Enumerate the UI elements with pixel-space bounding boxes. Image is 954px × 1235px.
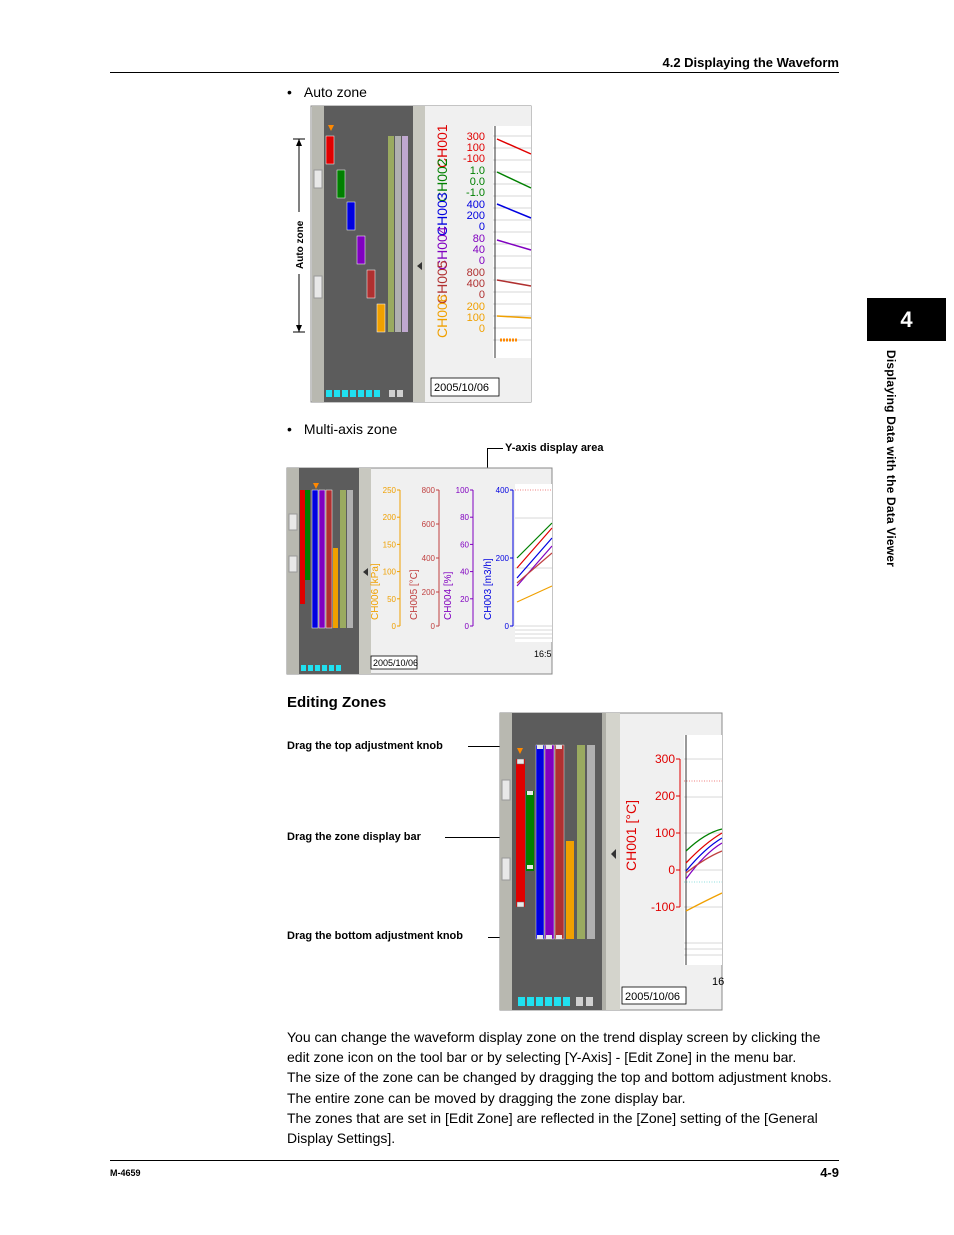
paragraph: You can change the waveform display zone on the trend display screen by clicking the edit zone icon on the tool bar or by selecting [Y-Axis] - [Edit Zone] in the menu bar. [287, 1029, 821, 1066]
bullet-auto-zone: • Auto zone [287, 84, 367, 100]
multi-axis-time: 16:5 [534, 649, 552, 659]
axis-tick-label: 100 [382, 567, 396, 577]
axis-tick-label: 0 [668, 863, 675, 877]
paragraph: The size of the zone can be changed by dragging the top and bottom adjustment knobs. [287, 1069, 832, 1086]
axis-tick-label: 40 [460, 567, 469, 577]
axis-tick-label: 800 [466, 267, 485, 279]
section-header: 4.2 Displaying the Waveform [662, 55, 839, 70]
body-text [287, 1027, 842, 1148]
scroll-knob-lower[interactable] [314, 276, 322, 298]
axis-tick-label: 0 [478, 289, 485, 301]
axis-tick-label: 100 [466, 142, 485, 154]
channel-axis-name: CH002 [434, 158, 450, 202]
editing-zones-heading: Editing Zones [287, 694, 387, 711]
channel-axis-name: CH004 [434, 226, 450, 270]
axis-tick-label: 150 [382, 540, 396, 550]
axis-tick-label: 0.0 [469, 176, 485, 188]
axis-tick-label: 60 [460, 540, 469, 550]
axis-tick-label: 20 [460, 594, 469, 604]
axis-tick-label: 50 [387, 594, 396, 604]
auto-zone-label: Auto zone [295, 220, 306, 269]
axis-tick-label: 400 [495, 486, 509, 495]
footer-rule [110, 1160, 839, 1161]
axis-tick-label: 400 [466, 199, 485, 211]
edit-zone-figure [500, 713, 725, 1010]
axis-tick-label: 200 [466, 210, 485, 222]
multi-axis-date: 2005/10/06 [373, 658, 419, 668]
axis-tick-label: -1.0 [466, 187, 485, 199]
axis-tick-label: -100 [650, 900, 675, 914]
axis-tick-label: 0 [478, 255, 485, 267]
axis-tick-label: 800 [421, 486, 435, 495]
edit-zone-date: 2005/10/06 [625, 991, 681, 1003]
axis-label: CH006 [kPa] [370, 563, 381, 620]
page-number: 4-9 [820, 1165, 839, 1180]
callout-top-knob: Drag the top adjustment knob [287, 740, 443, 752]
scroll-knob-lower[interactable] [289, 556, 297, 572]
axis-tick-label: 100 [466, 312, 485, 324]
bottom-adjustment-knob[interactable] [517, 902, 524, 907]
axis-tick-label: 80 [460, 513, 469, 523]
axis-tick-label: 300 [466, 131, 485, 143]
axis-label: CH003 [m3/h] [483, 558, 494, 620]
axis-tick-label: 0 [391, 622, 396, 631]
callout-bottom-knob: Drag the bottom adjustment knob [287, 930, 463, 942]
edit-zone-time: 16 [712, 976, 725, 988]
axis-tick-label: 400 [466, 278, 485, 290]
top-adjustment-knob[interactable] [517, 759, 524, 764]
channel-axis-name: CH006 [434, 294, 450, 338]
axis-tick-label: 100 [654, 826, 675, 840]
axis-tick-label: 0 [478, 323, 485, 335]
scroll-knob-upper[interactable] [314, 170, 322, 188]
axis-tick-label: 0 [478, 221, 485, 233]
paragraph: The zones that are set in [Edit Zone] are reflected in the [Zone] setting of the [General Display Settings]. [287, 1109, 818, 1147]
channel-axis-name: CH003 [434, 192, 450, 236]
axis-tick-label: 200 [382, 513, 396, 523]
callout-y-axis-area: Y-axis display area [505, 442, 604, 454]
axis-tick-label: 200 [466, 301, 485, 313]
axis-tick-label: 200 [654, 789, 675, 803]
header-rule [110, 72, 839, 73]
channel-axis-name: CH005 [434, 260, 450, 304]
chapter-tab: 4 [867, 298, 946, 341]
axis-tick-label: 400 [421, 554, 435, 563]
scroll-knob-lower[interactable] [502, 858, 510, 880]
axis-tick-label: 0 [504, 622, 509, 631]
bullet-multi-axis-zone: • Multi-axis zone [287, 421, 397, 437]
channel-axis-name: CH001 [434, 124, 450, 168]
paragraph: The entire zone can be moved by dragging the zone display bar. [287, 1089, 686, 1106]
axis-tick-label: 600 [421, 520, 435, 529]
axis-label: CH005 [°C] [409, 569, 420, 620]
axis-tick-label: 40 [472, 244, 485, 256]
doc-id: M-4659 [110, 1168, 141, 1178]
scroll-knob-upper[interactable] [502, 780, 510, 800]
axis-tick-label: 0 [430, 622, 435, 631]
axis-tick-label: 0 [464, 622, 469, 631]
callout-zone-bar: Drag the zone display bar [287, 831, 421, 843]
axis-tick-label: -100 [462, 153, 485, 165]
axis-tick-label: 250 [382, 486, 396, 495]
axis-tick-label: 200 [495, 554, 509, 563]
scroll-knob-upper[interactable] [289, 514, 297, 530]
auto-zone-figure [285, 104, 535, 404]
axis-tick-label: 200 [421, 588, 435, 597]
multi-axis-figure [287, 468, 552, 674]
auto-zone-date: 2005/10/06 [434, 382, 490, 394]
axis-tick-label: 100 [455, 486, 469, 495]
axis-label: CH001 [°C] [623, 800, 639, 871]
axis-tick-label: 300 [654, 752, 675, 766]
chapter-title: Displaying Data with the Data Viewer [884, 350, 898, 568]
axis-tick-label: 80 [472, 233, 485, 245]
zone-display-bar[interactable] [516, 759, 525, 907]
axis-tick-label: 1.0 [469, 165, 485, 177]
callout-line-h [487, 448, 503, 449]
axis-label: CH004 [%] [443, 571, 454, 620]
